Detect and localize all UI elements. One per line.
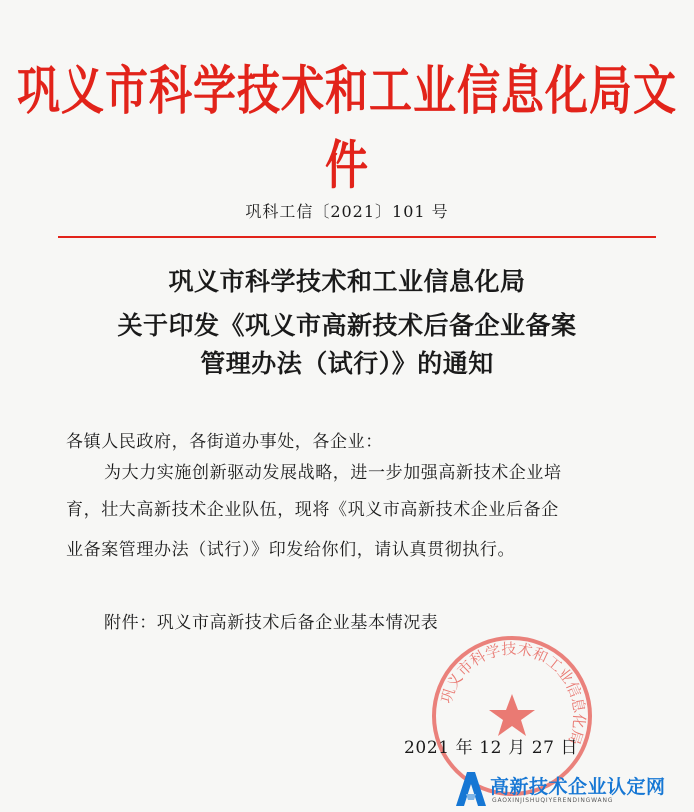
title-line-1: 巩义市科学技术和工业信息化局 (168, 267, 526, 296)
masthead-title: 巩义市科学技术和工业信息化局文件 (17, 60, 677, 197)
salutation: 各镇人民政府，各街道办事处，各企业： (66, 432, 383, 452)
watermark-name: 高新技术企业认定网 (490, 776, 666, 798)
paragraph-line-2: 育，壮大高新技术企业队伍，现将《巩义市高新技术企业后备企 (66, 500, 559, 520)
title-line-3: 管理办法（试行）》的通知 (200, 349, 494, 378)
watermark-logo (452, 766, 694, 812)
attachment-line: 附件：巩义市高新技术后备企业基本情况表 (104, 613, 439, 633)
logo-a-icon (456, 772, 486, 806)
paragraph-line-1: 为大力实施创新驱动发展战略，进一步加强高新技术企业培 (104, 463, 562, 483)
red-divider (58, 236, 656, 238)
title-line-2: 关于印发《巩义市高新技术后备企业备案 (117, 311, 577, 340)
issue-date: 2021 年 12 月 27 日 (404, 738, 579, 758)
document-number: 巩科工信〔2021〕101 号 (245, 202, 449, 221)
watermark-pinyin: GAOXINJISHUQIYERENDINGWANG (492, 797, 614, 804)
paragraph-line-3: 业备案管理办法（试行）》印发给你们，请认真贯彻执行。 (66, 540, 516, 560)
seal-text: 巩义市科学技术和工业信息化局 (437, 639, 589, 748)
